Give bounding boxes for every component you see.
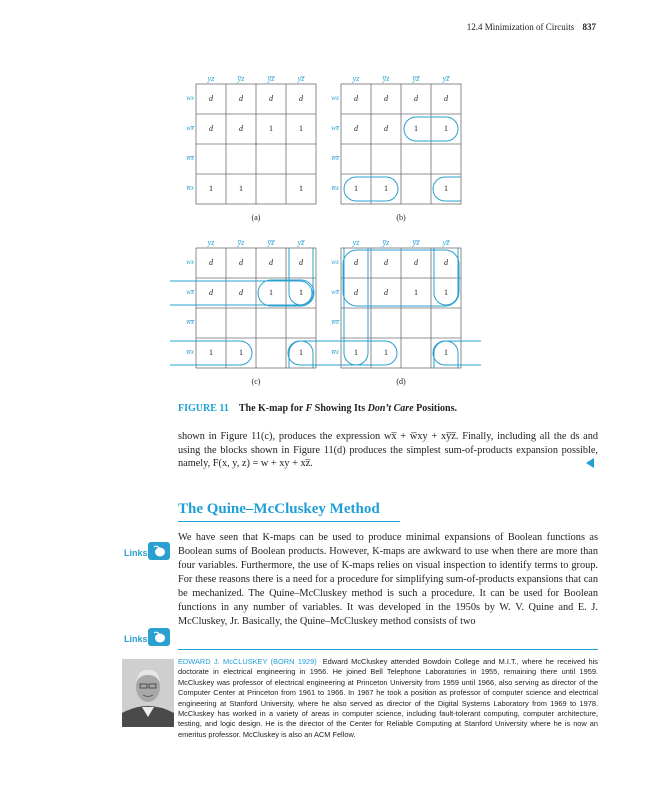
running-head: 12.4 Minimization of Circuits — [466, 22, 575, 32]
kmap-cell: d — [384, 94, 388, 103]
caption-emphasis: Don’t Care — [367, 403, 414, 414]
kmap-cell: d — [239, 124, 243, 133]
kmap-cell: d — [269, 258, 273, 267]
row-header: w̅x — [186, 184, 194, 192]
row-header: w̅x̅ — [331, 318, 339, 326]
col-header: y̅z — [382, 238, 390, 247]
kmap-cell: d — [354, 124, 358, 133]
col-header: yz̅ — [297, 238, 305, 247]
kmap-b — [321, 74, 481, 224]
kmap-a — [176, 74, 336, 224]
kmap-sublabel: (d) — [396, 377, 406, 386]
kmap-d — [321, 238, 481, 388]
kmap-cell: d — [209, 94, 213, 103]
kmap-cell: d — [239, 258, 243, 267]
links-badge[interactable] — [124, 628, 174, 650]
kmap-cell: 1 — [239, 184, 243, 193]
row-header: w̅x̅ — [186, 318, 194, 326]
kmap-cell: 1 — [444, 348, 448, 357]
kmap-cell: 1 — [414, 288, 418, 297]
kmap-cell: 1 — [299, 288, 303, 297]
kmap-cell: d — [414, 258, 418, 267]
kmap-cell: 1 — [444, 288, 448, 297]
row-header: wx̅ — [186, 288, 194, 296]
kmap-cell: d — [239, 288, 243, 297]
kmap-sublabel: (a) — [251, 213, 261, 222]
biography — [178, 657, 598, 740]
caption-text: The K-map for — [238, 403, 306, 414]
kmap-cell: d — [299, 258, 303, 267]
kmap-cell: d — [269, 94, 273, 103]
col-header: y̅z — [237, 74, 245, 83]
col-header: y̅z̅ — [267, 238, 275, 247]
body-paragraph-2: We have seen that K-maps can be used to produce minimal expansions of Boolean functions as Boolean sums of Boolean products. However, K-maps are awkward to use when there are more than four variables. Furthermore, the use of K-maps relies on visual inspection to identify terms to group. For these reasons there is a need for a procedure for simplifying sum-of-products expansions that can be mechanized. The Quine–McCluskey method is such a procedure. It can be used for Boolean functions in any number of variables. It was developed in the 1950s by W. V. Quine and E. J. McCluskey, Jr. Basically, the Quine–McCluskey method consists of two — [178, 532, 598, 627]
kmap-cell: d — [444, 258, 448, 267]
kmap-cell: d — [384, 258, 388, 267]
kmap-cell: 1 — [354, 348, 358, 357]
kmap-cell: d — [354, 288, 358, 297]
kmap-cell: 1 — [269, 124, 273, 133]
caption-text: Showing Its — [312, 403, 368, 414]
row-header: wx — [331, 94, 339, 102]
col-header: y̅z̅ — [267, 74, 275, 83]
row-header: wx — [186, 258, 194, 266]
kmap-cell: 1 — [444, 124, 448, 133]
kmap-sublabel: (b) — [396, 213, 406, 222]
page-number: 837 — [582, 22, 596, 32]
page-header — [467, 22, 596, 32]
kmap-cell: d — [384, 288, 388, 297]
col-header: y̅z̅ — [412, 238, 420, 247]
kmap-cell: 1 — [209, 184, 213, 193]
caption-text: Positions. — [413, 403, 457, 414]
kmap-cell: d — [209, 124, 213, 133]
kmap-cell: 1 — [299, 184, 303, 193]
row-header: w̅x̅ — [331, 154, 339, 162]
kmap-cell: 1 — [384, 184, 388, 193]
links-label: Links — [124, 634, 148, 644]
kmap-cell: d — [209, 288, 213, 297]
kmap-cell: 1 — [414, 124, 418, 133]
col-header: yz — [352, 74, 360, 83]
col-header: yz — [207, 238, 215, 247]
col-header: y̅z — [237, 238, 245, 247]
bio-name: EDWARD J. McCLUSKEY (BORN 1929) — [178, 657, 317, 666]
links-label: Links — [124, 548, 148, 558]
portrait-photo — [122, 659, 174, 727]
kmap-cell: d — [354, 258, 358, 267]
links-badge[interactable] — [124, 542, 174, 564]
mouse-icon — [148, 628, 170, 646]
kmap-cell: 1 — [354, 184, 358, 193]
kmap-cell: 1 — [239, 348, 243, 357]
row-header: w̅x — [186, 348, 194, 356]
row-header: wx̅ — [331, 288, 339, 296]
mouse-icon — [148, 542, 170, 560]
body-paragraph-1: shown in Figure 11(c), produces the expression wx̅ + w̅xy + xy̅z̅. Finally, including all the ds and using the blocks shown in Figure 11(d) produces the simplest sum-of-products expansion possible, namely, F(x, y, z) = w + xy + xz̅. — [178, 431, 598, 469]
kmap-cell: 1 — [269, 288, 273, 297]
col-header: yz̅ — [297, 74, 305, 83]
section-rule — [178, 521, 400, 522]
kmap-cell: 1 — [299, 124, 303, 133]
row-header: w̅x — [331, 348, 339, 356]
kmap-sublabel: (c) — [251, 377, 261, 386]
kmap-cell: d — [384, 124, 388, 133]
bio-rule — [178, 649, 598, 650]
kmap-c — [176, 238, 336, 388]
row-header: wx̅ — [186, 124, 194, 132]
row-header: wx — [331, 258, 339, 266]
kmap-cell: d — [239, 94, 243, 103]
kmap-cell: 1 — [299, 348, 303, 357]
section-title: The Quine–McCluskey Method — [178, 501, 380, 517]
col-header: y̅z̅ — [412, 74, 420, 83]
kmap-cell: d — [299, 94, 303, 103]
col-header: yz — [352, 238, 360, 247]
row-header: w̅x — [331, 184, 339, 192]
kmap-cell: d — [414, 94, 418, 103]
row-header: wx̅ — [331, 124, 339, 132]
col-header: yz̅ — [442, 74, 450, 83]
col-header: yz — [207, 74, 215, 83]
bio-text: Edward McCluskey attended Bowdoin College and M.I.T., where he received his doctorate in electrical engineering in 1956. He joined Bell Telephone Laboratories in 1955, remaining there until 1959. McCluskey was professor of electrical engineering at Princeton University from 1959 until 1966, also serving as director of the Computer Center at Princeton from 1961 to 1966. In 1967 he took a position as professor of computer science and electrical engineering at Stanford University, where he also served as director of the Digital Systems Laboratory from 1969 to 1978. McCluskey has worked in a variety of areas in computer science, including fault-tolerant computing, computer architecture, testing, and logic design. He is the director of the Center for Reliable Computing at Stanford University where he is now an emeritus professor. McCluskey is also an ACM Fellow. — [178, 657, 599, 739]
row-header: wx — [186, 94, 194, 102]
end-of-solution-icon — [586, 458, 594, 468]
caption-var: F — [305, 403, 313, 414]
kmap-cell: d — [209, 258, 213, 267]
col-header: y̅z — [382, 74, 390, 83]
kmap-cell: d — [444, 94, 448, 103]
figure-label: FIGURE 11 — [178, 403, 229, 414]
row-header: w̅x̅ — [186, 154, 194, 162]
kmap-cell: 1 — [384, 348, 388, 357]
kmap-cell: d — [354, 94, 358, 103]
kmap-cell: 1 — [444, 184, 448, 193]
figure-caption — [178, 403, 457, 414]
col-header: yz̅ — [442, 238, 450, 247]
kmap-cell: 1 — [209, 348, 213, 357]
